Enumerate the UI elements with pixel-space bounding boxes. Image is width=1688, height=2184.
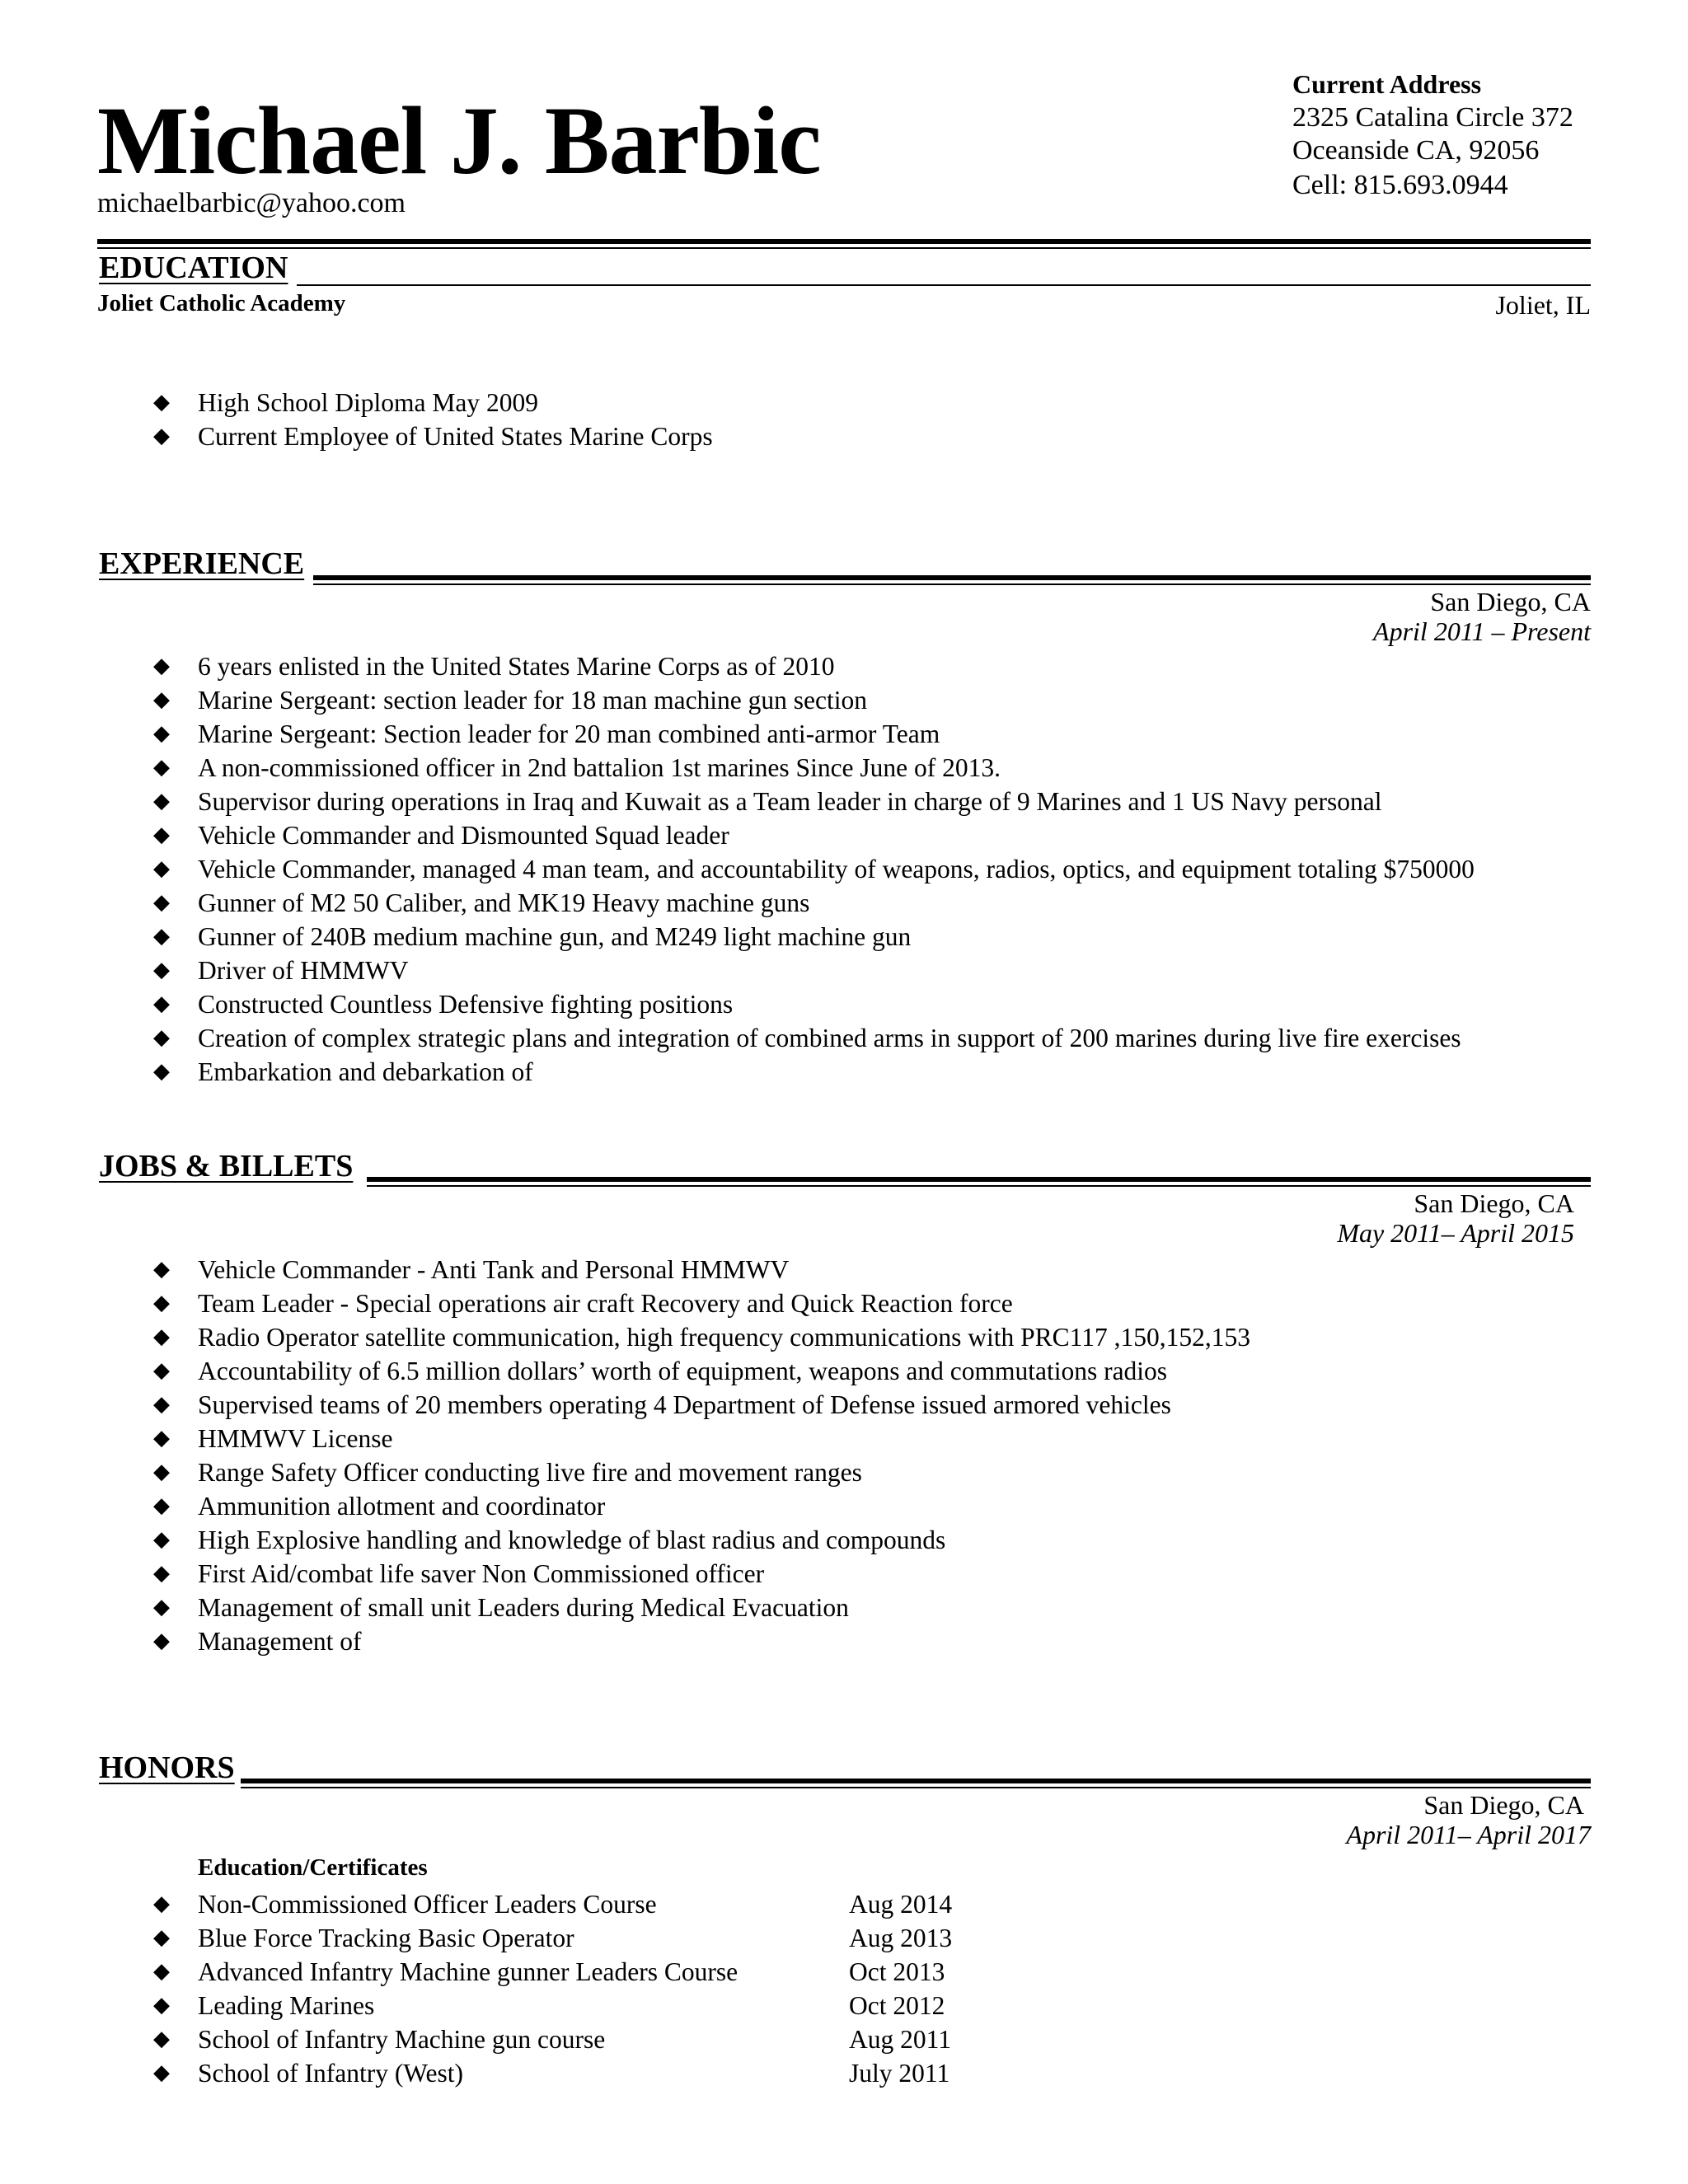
honors-rule-thin — [241, 1787, 1591, 1788]
certificate-item — [148, 2022, 1104, 2056]
list-item — [148, 1422, 1250, 1455]
certificate-date: Oct 2012 — [849, 1991, 945, 2020]
list-item-text: Vehicle Commander, managed 4 man team, and accountability of weapons, radios, optics, and equipment totaling $750000 — [198, 855, 1475, 883]
diamond-bullet-icon: ◆ — [153, 823, 170, 847]
list-item — [148, 920, 1475, 954]
diamond-bullet-icon: ◆ — [153, 1993, 170, 2018]
list-item-text: HMMWV License — [198, 1424, 393, 1453]
school-location: Joliet, IL — [1495, 290, 1591, 320]
email-address: michaelbarbic@yahoo.com — [97, 188, 406, 218]
header-rule-thin — [97, 247, 1591, 249]
list-item — [148, 419, 713, 453]
list-item-text: Constructed Countless Defensive fighting positions — [198, 990, 734, 1019]
education-title: EDUCATION — [99, 251, 288, 285]
certificate-course: Blue Force Tracking Basic Operator — [198, 1924, 574, 1952]
certificate-course: School of Infantry Machine gun course — [198, 2025, 606, 2054]
list-item — [148, 1557, 1250, 1591]
diamond-bullet-icon: ◆ — [153, 1595, 170, 1619]
list-item — [148, 852, 1475, 886]
list-item-text: Team Leader - Special operations air craft Recovery and Quick Reaction force — [198, 1289, 1013, 1318]
diamond-bullet-icon: ◆ — [153, 2060, 170, 2085]
certificate-date: July 2011 — [849, 2059, 950, 2088]
diamond-bullet-icon: ◆ — [153, 991, 170, 1016]
diamond-bullet-icon: ◆ — [153, 1493, 170, 1518]
diamond-bullet-icon: ◆ — [153, 721, 170, 746]
list-item-text: Management of small unit Leaders during Medical Evacuation — [198, 1593, 849, 1622]
list-item — [148, 1591, 1250, 1624]
diamond-bullet-icon: ◆ — [153, 1426, 170, 1451]
list-item — [148, 1253, 1250, 1286]
list-item — [148, 717, 1475, 751]
jobs-location: San Diego, CA — [1414, 1188, 1574, 1218]
list-item — [148, 954, 1475, 987]
list-item — [148, 1055, 1475, 1089]
certificate-item — [148, 1989, 1104, 2022]
certificate-date: Oct 2013 — [849, 1957, 945, 1986]
diamond-bullet-icon: ◆ — [153, 1392, 170, 1417]
diamond-bullet-icon: ◆ — [153, 1257, 170, 1282]
diamond-bullet-icon: ◆ — [153, 1527, 170, 1552]
honors-rule-thick — [241, 1779, 1591, 1783]
diamond-bullet-icon: ◆ — [153, 1324, 170, 1349]
diamond-bullet-icon: ◆ — [153, 1460, 170, 1484]
diamond-bullet-icon: ◆ — [153, 789, 170, 813]
address-line-street: 2325 Catalina Circle 372 — [1292, 102, 1573, 133]
list-item — [148, 1455, 1250, 1489]
experience-title: EXPERIENCE — [99, 546, 305, 581]
certificates-subheading: Education/Certificates — [198, 1854, 428, 1881]
diamond-bullet-icon: ◆ — [153, 1629, 170, 1653]
diamond-bullet-icon: ◆ — [153, 654, 170, 678]
diamond-bullet-icon: ◆ — [153, 1059, 170, 1084]
list-item-text: Marine Sergeant: section leader for 18 man machine gun section — [198, 686, 868, 715]
certificates-list — [148, 1887, 1104, 2090]
experience-rule-thick — [313, 575, 1591, 580]
certificate-course: Non-Commissioned Officer Leaders Course — [198, 1890, 657, 1919]
list-item-text: High School Diploma May 2009 — [198, 388, 538, 417]
honors-location: San Diego, CA — [1423, 1790, 1584, 1820]
list-item-text: Gunner of 240B medium machine gun, and M249 light machine gun — [198, 922, 912, 951]
list-item — [148, 1624, 1250, 1658]
certificate-course: School of Infantry (West) — [198, 2059, 463, 2088]
diamond-bullet-icon: ◆ — [153, 1358, 170, 1383]
list-item-text: High Explosive handling and knowledge of blast radius and compounds — [198, 1526, 946, 1554]
jobs-rule-thin — [367, 1185, 1591, 1187]
diamond-bullet-icon: ◆ — [153, 755, 170, 780]
list-item — [148, 1354, 1250, 1388]
diamond-bullet-icon: ◆ — [153, 856, 170, 881]
certificate-item — [148, 1955, 1104, 1989]
experience-location: San Diego, CA — [1430, 587, 1591, 616]
list-item-text: Marine Sergeant: Section leader for 20 man combined anti-armor Team — [198, 719, 940, 748]
list-item-text: Management of — [198, 1627, 362, 1656]
list-item-text: Radio Operator satellite communication, high frequency communications with PRC117 ,150,152,153 — [198, 1323, 1250, 1352]
diamond-bullet-icon: ◆ — [153, 390, 170, 415]
list-item-text: First Aid/combat life saver Non Commissioned officer — [198, 1559, 765, 1588]
list-item-text: Ammunition allotment and coordinator — [198, 1492, 606, 1521]
diamond-bullet-icon: ◆ — [153, 424, 170, 448]
address-line-cell: Cell: 815.693.0944 — [1292, 170, 1508, 200]
certificate-date: Aug 2011 — [849, 2025, 951, 2054]
diamond-bullet-icon: ◆ — [153, 958, 170, 982]
list-item-text: A non-commissioned officer in 2nd battalion 1st marines Since June of 2013. — [198, 753, 1001, 782]
diamond-bullet-icon: ◆ — [153, 1925, 170, 1950]
honors-dates: April 2011– April 2017 — [1346, 1820, 1591, 1849]
list-item-text: Gunner of M2 50 Caliber, and MK19 Heavy machine guns — [198, 888, 810, 917]
list-item — [148, 1021, 1475, 1055]
list-item — [148, 818, 1475, 852]
certificate-course: Advanced Infantry Machine gunner Leaders Course — [198, 1957, 738, 1986]
diamond-bullet-icon: ◆ — [153, 890, 170, 915]
list-item — [148, 1388, 1250, 1422]
list-item-text: Embarkation and debarkation of — [198, 1057, 533, 1086]
list-item — [148, 1286, 1250, 1320]
list-item-text: Accountability of 6.5 million dollars’ worth of equipment, weapons and commutations radios — [198, 1357, 1168, 1385]
list-item-text: Range Safety Officer conducting live fire and movement ranges — [198, 1458, 862, 1487]
list-item — [148, 751, 1475, 785]
diamond-bullet-icon: ◆ — [153, 1561, 170, 1586]
candidate-name: Michael J. Barbic — [97, 87, 821, 194]
list-item-text: Vehicle Commander and Dismounted Squad leader — [198, 821, 729, 850]
certificate-course: Leading Marines — [198, 1991, 375, 2020]
list-item — [148, 386, 713, 419]
list-item — [148, 1320, 1250, 1354]
diamond-bullet-icon: ◆ — [153, 1025, 170, 1050]
header-rule-thick — [97, 239, 1591, 244]
list-item — [148, 886, 1475, 920]
list-item — [148, 987, 1475, 1021]
jobs-title: JOBS & BILLETS — [99, 1149, 354, 1183]
diamond-bullet-icon: ◆ — [153, 1291, 170, 1315]
education-rule — [297, 284, 1591, 286]
list-item — [148, 1523, 1250, 1557]
certificate-item — [148, 1887, 1104, 1921]
diamond-bullet-icon: ◆ — [153, 2027, 170, 2051]
certificate-date: Aug 2013 — [849, 1924, 953, 1952]
diamond-bullet-icon: ◆ — [153, 687, 170, 712]
certificate-item — [148, 1921, 1104, 1955]
list-item — [148, 1489, 1250, 1523]
experience-rule-thin — [313, 583, 1591, 585]
jobs-bullets — [148, 1253, 1250, 1658]
diamond-bullet-icon: ◆ — [153, 1891, 170, 1916]
jobs-rule-thick — [367, 1177, 1591, 1182]
jobs-dates: May 2011– April 2015 — [1337, 1218, 1574, 1248]
list-item-text: Creation of complex strategic plans and integration of combined arms in support of 200 marines during live fire exercises — [198, 1024, 1461, 1052]
list-item-text: Driver of HMMWV — [198, 956, 409, 985]
address-title: Current Address — [1292, 69, 1482, 99]
education-bullets — [148, 386, 713, 453]
diamond-bullet-icon: ◆ — [153, 1959, 170, 1984]
list-item-text: 6 years enlisted in the United States Marine Corps as of 2010 — [198, 652, 835, 681]
list-item — [148, 683, 1475, 717]
list-item — [148, 785, 1475, 818]
address-line-city: Oceanside CA, 92056 — [1292, 135, 1540, 166]
list-item-text: Vehicle Commander - Anti Tank and Personal HMMWV — [198, 1255, 790, 1284]
school-name: Joliet Catholic Academy — [97, 290, 346, 316]
honors-title: HONORS — [99, 1750, 235, 1785]
diamond-bullet-icon: ◆ — [153, 924, 170, 949]
list-item — [148, 649, 1475, 683]
list-item-text: Supervised teams of 20 members operating 4 Department of Defense issued armored vehicles — [198, 1390, 1171, 1419]
list-item-text: Current Employee of United States Marine Corps — [198, 422, 713, 451]
list-item-text: Supervisor during operations in Iraq and Kuwait as a Team leader in charge of 9 Marines and 1 US Navy personal — [198, 787, 1382, 816]
certificate-item — [148, 2056, 1104, 2090]
certificate-date: Aug 2014 — [849, 1890, 953, 1919]
experience-dates: April 2011 – Present — [1373, 616, 1591, 646]
experience-bullets — [148, 649, 1475, 1089]
